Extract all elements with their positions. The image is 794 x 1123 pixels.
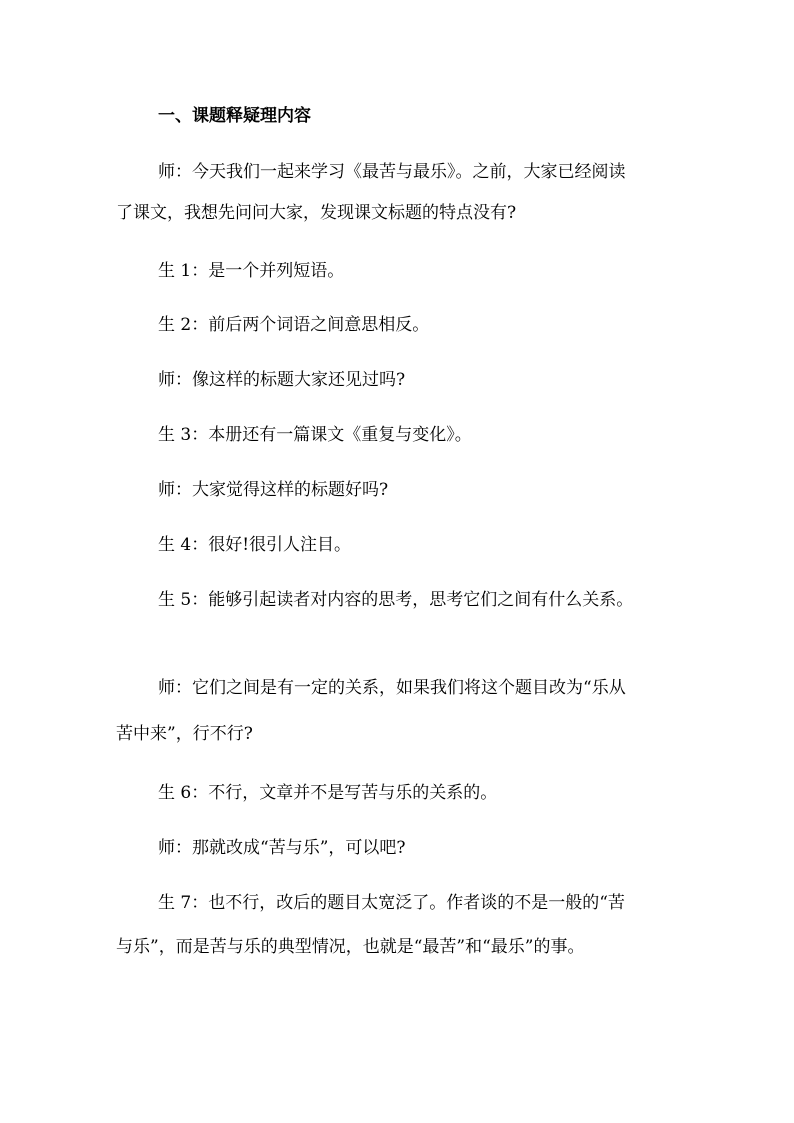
paragraph-student-2: 生 2：前后两个词语之间意思相反。: [158, 315, 430, 335]
paragraph-student-4: 生 4：很好!很引人注目。: [158, 535, 352, 555]
paragraph-line: 与乐”，而是苦与乐的典型情况，也就是“最苦”和“最乐”的事。: [116, 937, 585, 957]
paragraph-teacher-2: 师：像这样的标题大家还见过吗?: [158, 370, 406, 390]
paragraph-student-3: 生 3：本册还有一篇课文《重复与变化》。: [158, 425, 472, 445]
paragraph-line: 师：今天我们一起来学习《最苦与最乐》。之前，大家已经阅读: [158, 162, 626, 182]
paragraph-teacher-5: 师：那就改成“苦与乐”，可以吧?: [158, 838, 406, 858]
paragraph-line: 师：它们之间是有一定的关系，如果我们将这个题目改为“乐从: [158, 678, 626, 698]
paragraph-teacher-3: 师：大家觉得这样的标题好吗?: [158, 480, 389, 500]
paragraph-line: 生 7：也不行，改后的题目太宽泛了。作者谈的不是一般的“苦: [158, 893, 625, 913]
paragraph-line: 了课文，我想先问问大家，发现课文标题的特点没有?: [116, 203, 517, 223]
section-heading: 一、课题释疑理内容: [158, 106, 311, 126]
paragraph-student-5: 生 5：能够引起读者对内容的思考，思考它们之间有什么关系。: [158, 590, 634, 610]
paragraph-student-1: 生 1：是一个并列短语。: [158, 261, 345, 281]
paragraph-line: 苦中来”，行不行?: [116, 724, 253, 744]
paragraph-student-6: 生 6：不行，文章并不是写苦与乐的关系的。: [158, 783, 498, 803]
